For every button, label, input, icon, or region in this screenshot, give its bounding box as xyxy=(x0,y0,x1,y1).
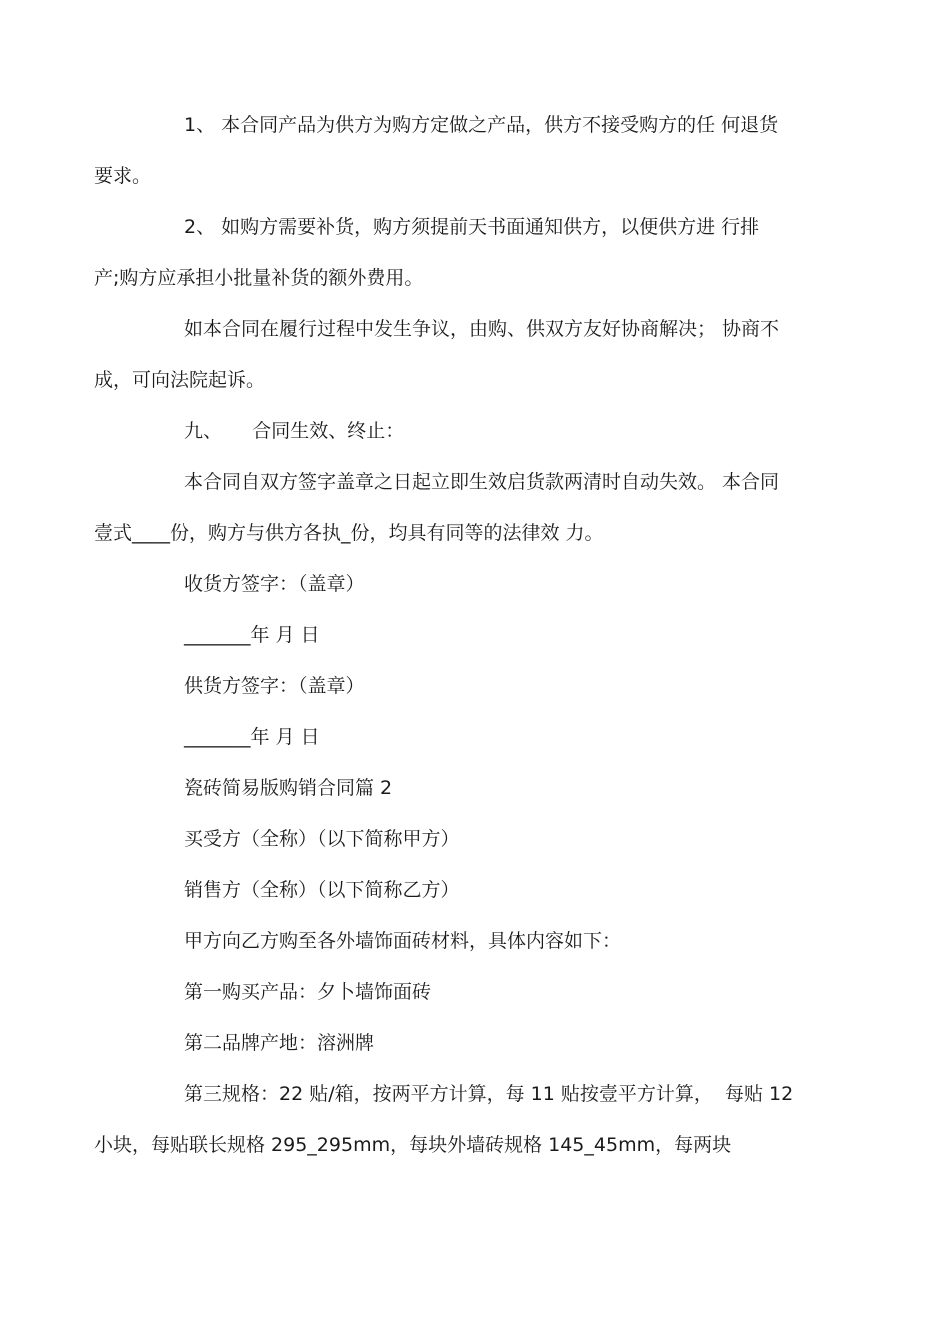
paragraph-3 xyxy=(94,304,827,406)
paragraph-1 xyxy=(94,100,827,202)
supplier-date xyxy=(139,712,827,763)
supplier-signature xyxy=(139,661,827,712)
document-page xyxy=(94,100,827,1171)
paragraph-line: 小块，每贴联长规格 295_295mm，每块外墙砖规格 145_45mm，每两块 xyxy=(94,1134,732,1156)
paragraph-line: 九、 合同生效、终止： xyxy=(184,420,405,442)
receiver-date xyxy=(139,610,827,661)
paragraph-line: 如本合同在履行过程中发生争议，由购、供双方友好协商解决； 协商不 xyxy=(184,318,780,340)
paragraph-2 xyxy=(94,202,827,304)
paragraph-line: 甲方向乙方购至各外墙饰面砖材料，具体内容如下： xyxy=(184,930,622,952)
item-brand xyxy=(139,1018,827,1069)
paragraph-line: 销售方（全称）（以下简称乙方） xyxy=(184,879,460,901)
paragraph-line: 瓷砖简易版购销合同篇 2 xyxy=(184,777,393,799)
paragraph-line: 壹式____份，购方与供方各执_份，均具有同等的法律效 力。 xyxy=(94,522,604,544)
paragraph-line: 买受方（全称）（以下简称甲方） xyxy=(184,828,460,850)
paragraph-line: _______年 月 日 xyxy=(184,624,320,646)
contract-title-2 xyxy=(139,763,827,814)
paragraph-line: 第三规格：22 贴/箱，按两平方计算，每 11 贴按壹平方计算， 每贴 12 xyxy=(184,1083,794,1105)
buyer-party xyxy=(139,814,827,865)
paragraph-line: 本合同自双方签字盖章之日起立即生效启货款两清时自动失效。 本合同 xyxy=(184,471,780,493)
section-heading-effective xyxy=(139,406,827,457)
paragraph-line: _______年 月 日 xyxy=(184,726,320,748)
paragraph-line: 2、 如购方需要补货，购方须提前天书面通知供方，以便供方进 行排 xyxy=(184,216,760,238)
paragraph-line: 第一购买产品：夕卜墙饰面砖 xyxy=(184,981,432,1003)
paragraph-line: 要求。 xyxy=(94,165,152,187)
paragraph-line: 1、 本合同产品为供方为购方定做之产品，供方不接受购方的任 何退货 xyxy=(184,114,779,136)
paragraph-5 xyxy=(94,457,827,559)
paragraph-line: 产;购方应承担小批量补货的额外费用。 xyxy=(94,267,424,289)
paragraph-line: 第二品牌产地：溶洲牌 xyxy=(184,1032,375,1054)
seller-party xyxy=(139,865,827,916)
item-product xyxy=(139,967,827,1018)
item-specification xyxy=(94,1069,827,1171)
paragraph-line: 收货方签字：（盖章） xyxy=(184,573,365,595)
purchase-intro xyxy=(139,916,827,967)
paragraph-line: 成，可向法院起诉。 xyxy=(94,369,266,391)
paragraph-line: 供货方签字：（盖章） xyxy=(184,675,365,697)
receiver-signature xyxy=(139,559,827,610)
